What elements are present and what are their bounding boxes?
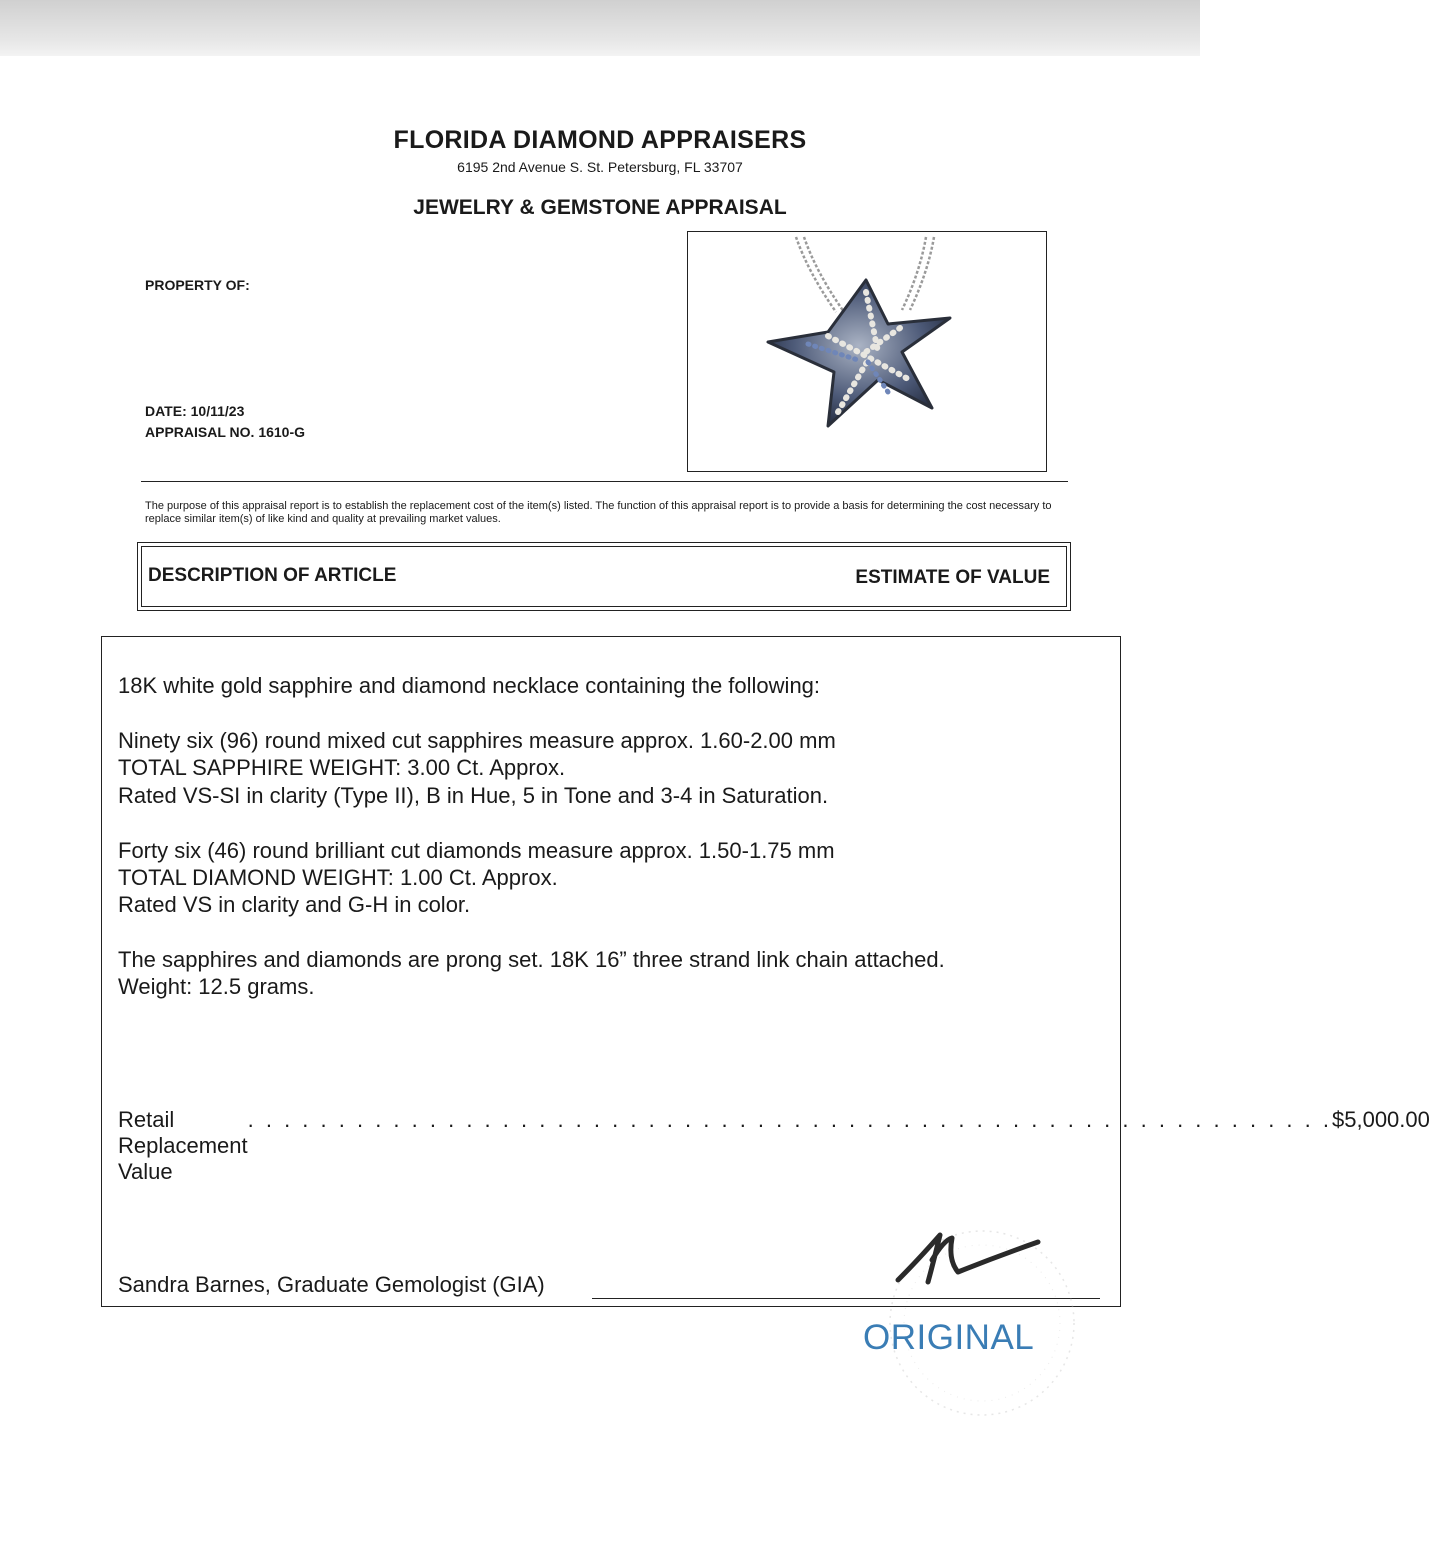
description-header-box: [137, 542, 1071, 611]
diamond-grade-line: Rated VS in clarity and G-H in color.: [118, 892, 471, 917]
original-stamp: ORIGINAL: [863, 1318, 1035, 1357]
diamond-count-line: Forty six (46) round brilliant cut diamonds measure approx. 1.50-1.75 mm: [118, 838, 835, 863]
estimate-of-value-label: ESTIMATE OF VALUE: [855, 567, 1050, 588]
appraisal-number-line: [145, 424, 305, 440]
retail-value-label: Retail Replacement Value: [118, 1107, 248, 1184]
starfish-pendant-image: [688, 232, 1048, 473]
company-name: FLORIDA DIAMOND APPRAISERS: [393, 126, 807, 154]
date-value: 10/11/23: [190, 403, 245, 419]
item-photo: [687, 231, 1047, 472]
purpose-statement: The purpose of this appraisal report is to establish the replacement cost of the item(s) listed. The function of this appraisal report is to provide a basis for determining the cost necessary to replace similar item(s) of like kind and quality at prevailing market values.: [145, 500, 1052, 525]
sapphire-grade-line: Rated VS-SI in clarity (Type II), B in Hue, 5 in Tone and 3-4 in Saturation.: [118, 783, 829, 808]
description-intro: 18K white gold sapphire and diamond necklace containing the following:: [118, 673, 821, 698]
weight-line: Weight: 12.5 grams.: [118, 974, 315, 999]
description-of-article-label: DESCRIPTION OF ARTICLE: [148, 565, 397, 586]
appraisal-number-label: APPRAISAL NO.: [145, 424, 255, 440]
appraisal-number-value: 1610-G: [258, 424, 306, 440]
company-address: 6195 2nd Avenue S. St. Petersburg, FL 33707: [457, 159, 743, 175]
leader-dots: . . . . . . . . . . . . . . . . . . . . . . . . . . . . . . . . . . . . . . . . . . . . . . . . . . . . . . . . . . . .: [247, 1107, 1332, 1132]
header-divider: [141, 481, 1068, 482]
scan-edge: [0, 0, 1200, 56]
sapphire-count-line: Ninety six (96) round mixed cut sapphires measure approx. 1.60-2.00 mm: [118, 728, 836, 753]
property-of-label: PROPERTY OF:: [145, 277, 250, 293]
diamond-weight-line: TOTAL DIAMOND WEIGHT: 1.00 Ct. Approx.: [118, 865, 558, 890]
date-line: [145, 403, 244, 419]
handwritten-signature: [888, 1220, 1048, 1290]
retail-value-row: [118, 1107, 1430, 1185]
date-label: DATE:: [145, 403, 187, 419]
document-type-title: JEWELRY & GEMSTONE APPRAISAL: [413, 196, 787, 219]
sapphire-weight-line: TOTAL SAPPHIRE WEIGHT: 3.00 Ct. Approx.: [118, 755, 566, 780]
retail-value-amount: $5,000.00: [1332, 1107, 1430, 1132]
description-header-inner: [141, 546, 1067, 607]
appraiser-name: Sandra Barnes, Graduate Gemologist (GIA): [118, 1272, 545, 1297]
setting-line: The sapphires and diamonds are prong set. 18K 16” three strand link chain attached.: [118, 947, 945, 972]
description-box: [101, 636, 1430, 1307]
